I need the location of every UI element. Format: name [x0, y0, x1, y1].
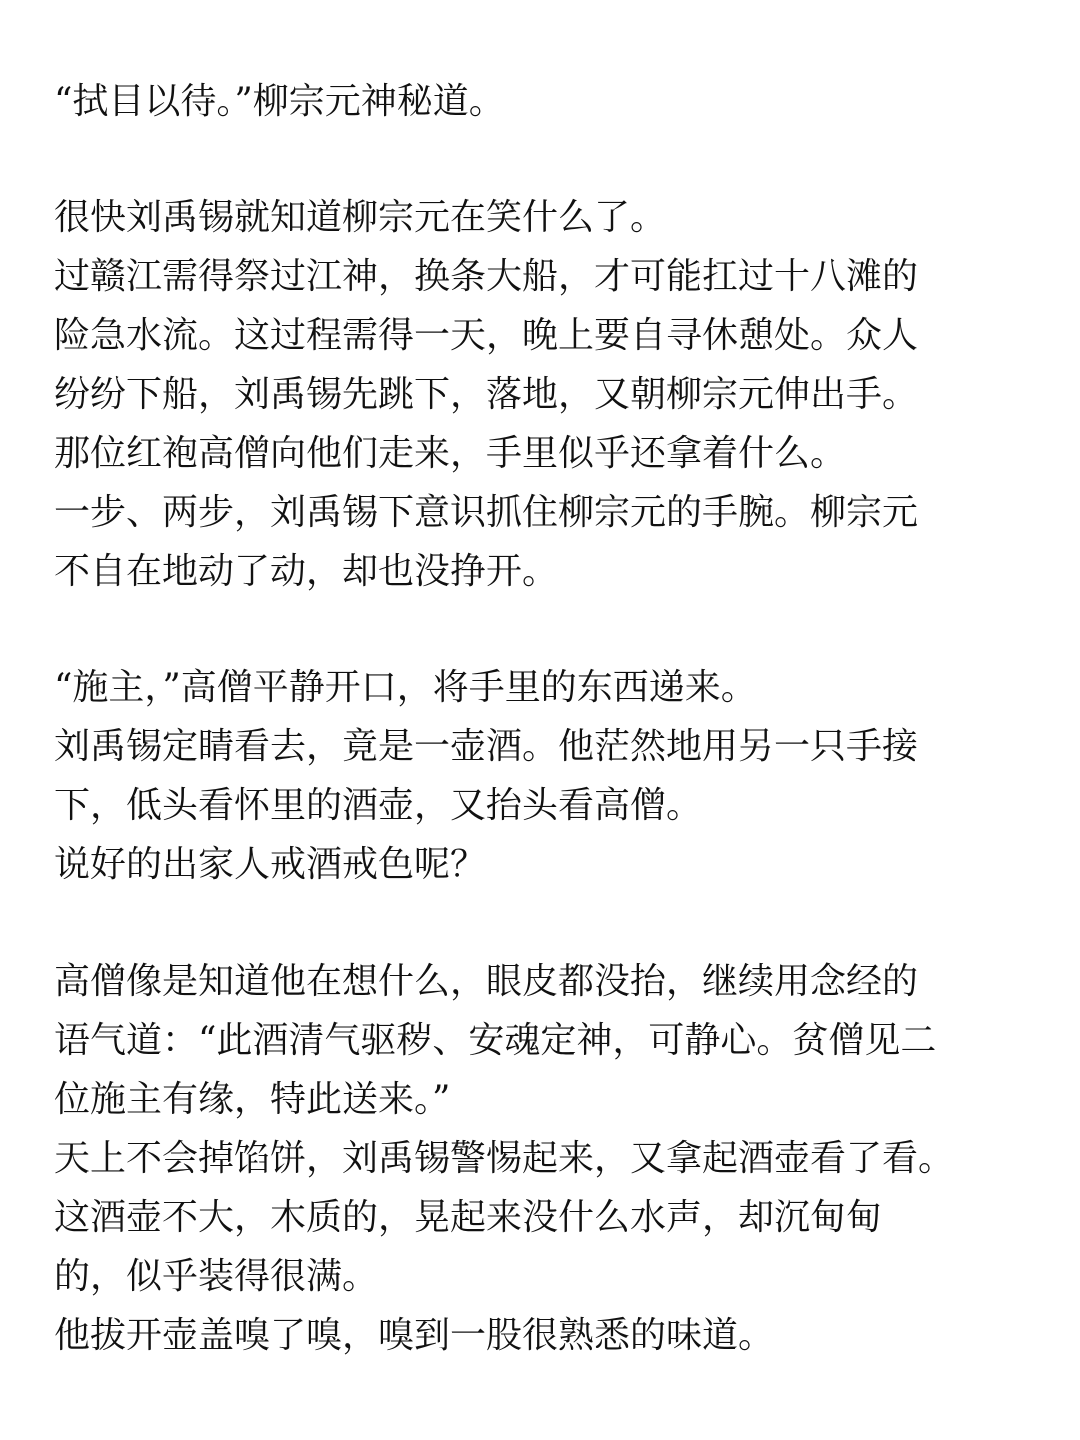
text-line: 高僧像是知道他在想什么，眼皮都没抬，继续用念经的 [54, 961, 919, 1002]
text-line: 很快刘禹锡就知道柳宗元在笑什么了。 [54, 197, 667, 238]
text-line: 他拔开壶盖嗅了嗅，嗅到一股很熟悉的味道。 [54, 1315, 775, 1356]
text-line: 下，低头看怀里的酒壶，又抬头看高僧。 [54, 785, 703, 826]
text-line: 刘禹锡定睛看去，竟是一壶酒。他茫然地用另一只手接 [54, 726, 919, 767]
text-line: “施主，”高僧平静开口，将手里的东西递来。 [54, 667, 757, 708]
text-line: 位施主有缘，特此送来。” [54, 1079, 451, 1120]
text-line: 险急水流。这过程需得一天，晚上要自寻休憩处。众人 [54, 315, 919, 356]
text-line: 语气道：“此酒清气驱秽、安魂定神，可静心。贫僧见二 [54, 1020, 937, 1061]
text-line: 一步、两步，刘禹锡下意识抓住柳宗元的手腕。柳宗元 [54, 492, 919, 533]
text-line: 的，似乎装得很满。 [54, 1256, 379, 1297]
text-line: “拭目以待。”柳宗元神秘道。 [54, 81, 505, 122]
text-line: 天上不会掉馅饼，刘禹锡警惕起来，又拿起酒壶看了看。 [54, 1138, 955, 1179]
text-line: 过赣江需得祭过江神，换条大船，才可能扛过十八滩的 [54, 256, 919, 297]
text-line: 说好的出家人戒酒戒色呢？ [54, 844, 487, 885]
text-line: 纷纷下船，刘禹锡先跳下，落地，又朝柳宗元伸出手。 [54, 374, 919, 415]
text-line: 这酒壶不大，木质的，晃起来没什么水声，却沉甸甸 [54, 1197, 883, 1238]
text-line: 不自在地动了动，却也没挣开。 [54, 551, 559, 592]
text-line: 那位红袍高僧向他们走来，手里似乎还拿着什么。 [54, 433, 847, 474]
